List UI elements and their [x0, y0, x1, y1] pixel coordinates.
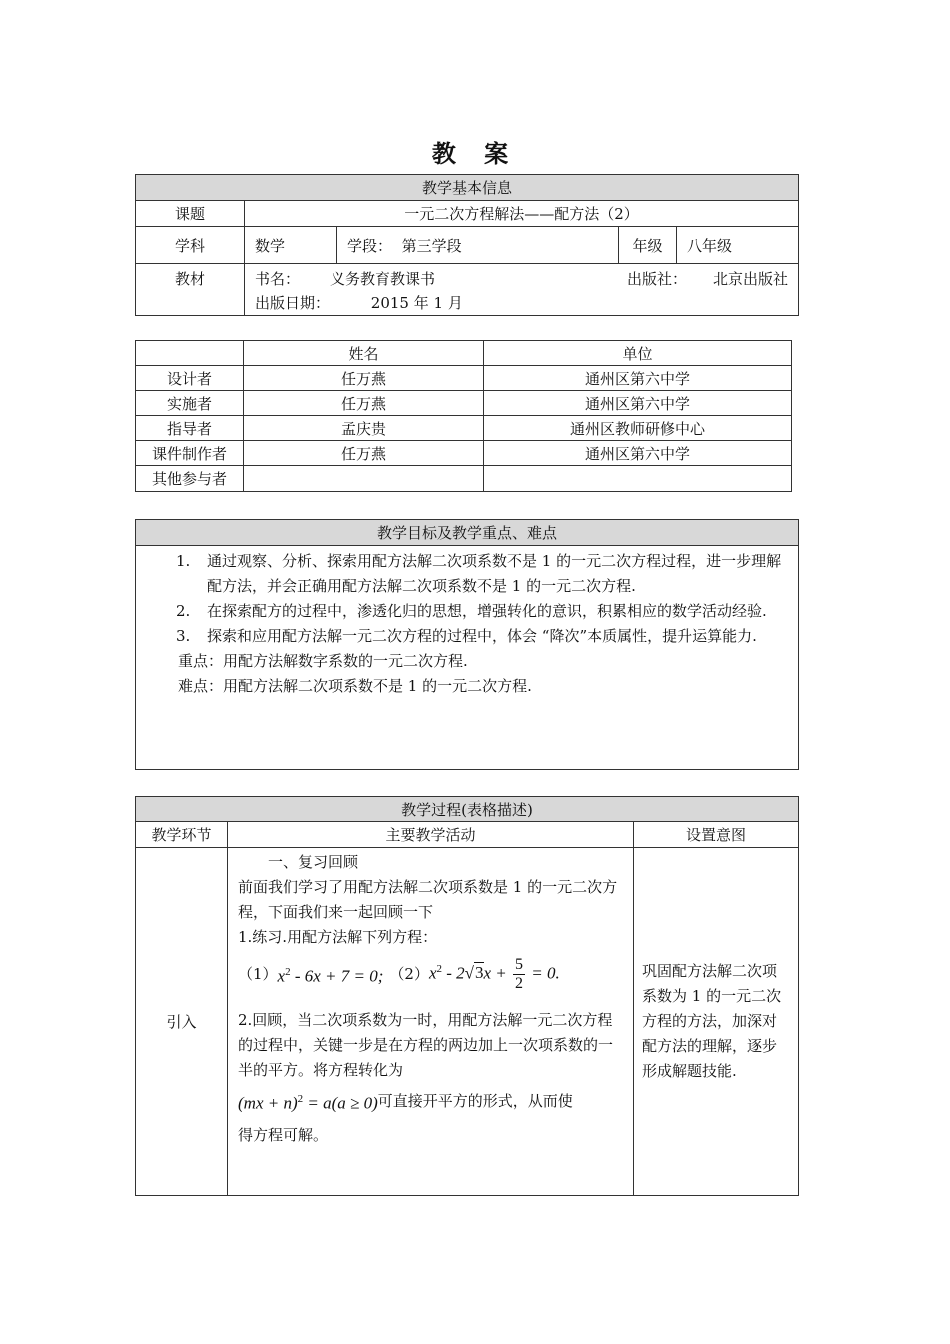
unit-cell: 通州区教师研修中心: [484, 416, 792, 441]
subject-label: 学科: [136, 227, 245, 264]
date-value: 2015 年 1 月: [370, 294, 463, 312]
col-unit: 单位: [484, 341, 792, 366]
equation-2: $x^2 - 2√3x$ + $\frac{5}{2}$ = 0.: [428, 955, 560, 992]
role-cell: 课件制作者: [136, 441, 244, 466]
unit-cell: 通州区第六中学: [484, 441, 792, 466]
goal-item: 2. 在探索配方的过程中，渗透化归的思想，增强转化的意识，积累相应的数学活动经验.: [176, 602, 767, 620]
stage-label: 学段：: [347, 236, 393, 255]
subject-value: 数学: [245, 227, 337, 264]
textbook-info: [245, 264, 799, 316]
stage-cell: [337, 227, 619, 264]
col-name: 姓名: [244, 341, 484, 366]
role-cell: 其他参与者: [136, 466, 244, 492]
grade-value: 八年级: [677, 227, 799, 264]
col-stage: 教学环节: [136, 822, 228, 848]
goal-item: 1. 通过观察、分析、探索用配方法解二次项系数不是 1 的一元二次方程过程，进一步理解配方法，并会正确用配方法解二次项系数不是 1 的一元二次方程.: [176, 552, 782, 595]
book-label: 书名：: [255, 270, 301, 288]
col-intent: 设置意图: [634, 822, 799, 848]
unit-cell: [484, 466, 792, 492]
publisher-label: 出版社：: [626, 270, 687, 288]
date-label: 出版日期：: [255, 294, 331, 312]
name-cell: 任万燕: [244, 391, 484, 416]
intent-cell: 巩固配方法解二次项系数为 1 的一元二次方程的方法，加深对配方法的理解，逐步形成解题技能.: [634, 848, 799, 1196]
role-cell: 实施者: [136, 391, 244, 416]
activity-cell: [228, 848, 634, 1196]
publisher-value: 北京出版社: [712, 270, 788, 288]
exercise-label: 1.练习.用配方法解下列方程：: [238, 928, 438, 946]
grade-label: 年级: [619, 227, 677, 264]
stage-value: 第三学段: [401, 236, 462, 255]
completed-square-formula: (mx + n)$^2$ = a(a ≥ 0): [238, 1092, 378, 1113]
review-text: 2.回顾，当二次项系数为一时，用配方法解一元二次方程的过程中，关键一步是在方程的两边加上一次项系数的一半的平方。将方程转化为: [238, 1011, 614, 1079]
unit-cell: 通州区第六中学: [484, 391, 792, 416]
process-table: [135, 796, 799, 1196]
textbook-label: 教材: [136, 264, 245, 316]
name-cell: 孟庆贵: [244, 416, 484, 441]
name-cell: 任万燕: [244, 441, 484, 466]
key-point: 重点：用配方法解数字系数的一元二次方程.: [178, 652, 468, 670]
book-value: 义务教育教课书: [330, 270, 436, 288]
process-header: 教学过程(表格描述): [136, 797, 799, 822]
goals-table: [135, 519, 799, 770]
basic-info-table: [135, 174, 799, 316]
role-cell: 指导者: [136, 416, 244, 441]
name-cell: [244, 466, 484, 492]
document-title: 教 案: [431, 139, 519, 168]
difficulty: 难点：用配方法解二次项系数不是 1 的一元二次方程.: [178, 677, 532, 695]
unit-cell: 通州区第六中学: [484, 366, 792, 391]
col-activity: 主要教学活动: [228, 822, 634, 848]
goal-item: 3. 探索和应用配方法解一元二次方程的过程中，体会 “降次”本质属性，提升运算能力.: [176, 627, 757, 645]
equation-1: $x^2 - 6x + 7 = 0$;: [277, 965, 384, 986]
eq1-label: （1）: [238, 964, 278, 983]
review-end: 得方程可解。: [238, 1126, 329, 1144]
topic-value: 一元二次方程解法——配方法（2）: [245, 201, 799, 227]
review-tail: 可直接开平方的形式，从而使: [377, 1091, 573, 1110]
role-cell: 设计者: [136, 366, 244, 391]
people-table: [135, 340, 792, 492]
people-corner: [136, 341, 244, 366]
intro-text: 前面我们学习了用配方法解二次项系数是 1 的一元二次方程，下面我们来一起回顾一下: [238, 878, 618, 921]
goals-header: 教学目标及教学重点、难点: [136, 520, 799, 546]
name-cell: 任万燕: [244, 366, 484, 391]
section-title: 一、复习回顾: [268, 853, 359, 871]
goals-body: [136, 546, 799, 770]
topic-label: 课题: [136, 201, 245, 227]
equations-line: [238, 950, 625, 998]
eq2-label: （2）: [389, 964, 429, 983]
stage-cell: 引入: [136, 848, 228, 1196]
formula-line: [238, 1083, 625, 1119]
basic-info-header: 教学基本信息: [136, 175, 799, 201]
